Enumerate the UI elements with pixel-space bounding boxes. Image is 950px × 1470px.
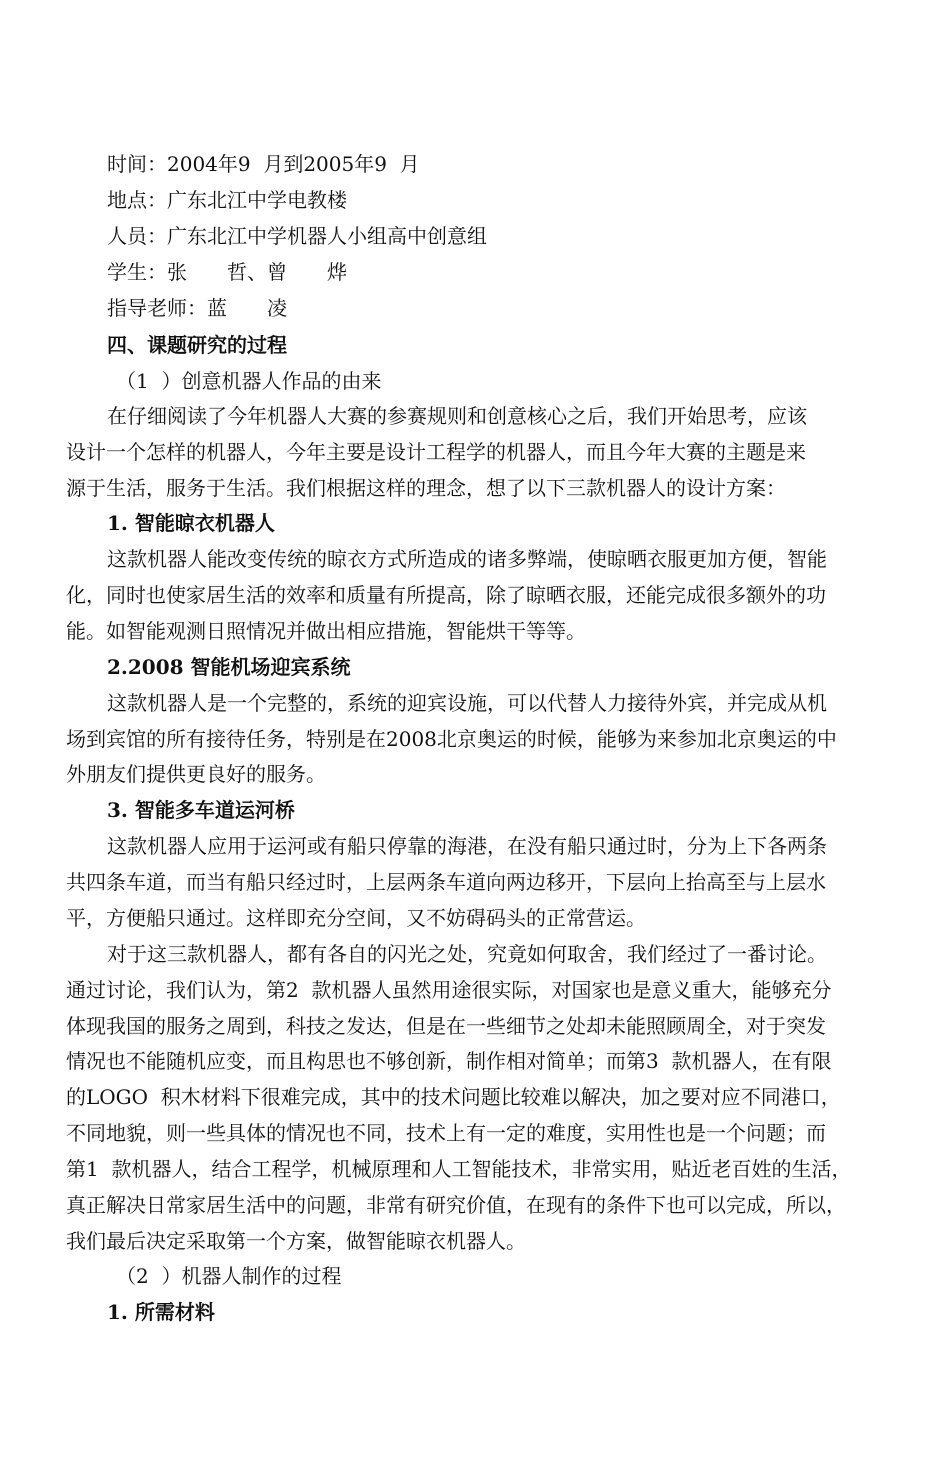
info-place: 地点：广东北江中学电教楼 — [107, 188, 347, 212]
item-2-title: 2.2008 智能机场迎宾系统 — [107, 655, 351, 679]
discussion-line: 不同地貌，则一些具体的情况也不同，技术上有一定的难度，实用性也是一个问题；而 — [66, 1121, 826, 1145]
item-1-line: 化，同时也使家居生活的效率和质量有所提高，除了晾晒衣服，还能完成很多额外的功 — [66, 583, 826, 607]
discussion-line: 第1 款机器人，结合工程学，机械原理和人工智能技术，非常实用，贴近老百姓的生活， — [66, 1157, 852, 1181]
section-heading: 四、课题研究的过程 — [107, 333, 287, 357]
item-1-title: 1. 智能晾衣机器人 — [107, 511, 275, 535]
info-students: 学生：张 哲、曾 烨 — [107, 260, 347, 284]
discussion-line: 体现我国的服务之周到，科技之发达，但是在一些细节之处却未能照顾周全，对于突发 — [66, 1014, 826, 1038]
subsection-2-title: （2 ）机器人制作的过程 — [116, 1264, 342, 1288]
discussion-line: 真正解决日常家居生活中的问题，非常有研究价值，在现有的条件下也可以完成，所以， — [66, 1193, 846, 1217]
item-3-line: 这款机器人应用于运河或有船只停靠的海港，在没有船只通过时，分为上下各两条 — [107, 834, 827, 858]
intro-line: 在仔细阅读了今年机器人大赛的参赛规则和创意核心之后，我们开始思考，应该 — [107, 404, 807, 428]
info-teacher: 指导老师：蓝 凌 — [107, 296, 287, 320]
intro-line: 源于生活，服务于生活。我们根据这样的理念，想了以下三款机器人的设计方案： — [66, 476, 786, 500]
subsection-1-title: （1 ）创意机器人作品的由来 — [116, 369, 382, 393]
item-2-line: 外朋友们提供更良好的服务。 — [66, 762, 326, 786]
discussion-line: 情况也不能随机应变，而且构思也不够创新，制作相对简单；而第3 款机器人，在有限 — [66, 1049, 832, 1073]
info-people: 人员：广东北江中学机器人小组高中创意组 — [107, 224, 487, 248]
discussion-line: 通过讨论，我们认为，第2 款机器人虽然用途很实际，对国家也是意义重大，能够充分 — [66, 978, 832, 1002]
intro-line: 设计一个怎样的机器人，今年主要是设计工程学的机器人，而且今年大赛的主题是来 — [66, 440, 806, 464]
item-1-line: 这款机器人能改变传统的晾衣方式所造成的诸多弊端，使晾晒衣服更加方便，智能 — [107, 547, 827, 571]
item-1-line: 能。如智能观测日照情况并做出相应措施，智能烘干等等。 — [66, 619, 586, 643]
item-3-line: 平，方便船只通过。这样即充分空间，又不妨碍码头的正常营运。 — [66, 906, 646, 930]
item-3-line: 共四条车道，而当有船只经过时，上层两条车道向两边移开，下层向上抬高至与上层水 — [66, 870, 826, 894]
discussion-line: 对于这三款机器人，都有各自的闪光之处，究竟如何取舍，我们经过了一番讨论。 — [107, 942, 827, 966]
item-2-line: 这款机器人是一个完整的，系统的迎宾设施，可以代替人力接待外宾，并完成从机 — [107, 691, 827, 715]
discussion-line: 我们最后决定采取第一个方案，做智能晾衣机器人。 — [66, 1229, 526, 1253]
item-2-line: 场到宾馆的所有接待任务，特别是在2008北京奥运的时候，能够为来参加北京奥运的中 — [66, 727, 837, 751]
info-time: 时间：2004年9 月到2005年9 月 — [107, 152, 420, 176]
item-3-title: 3. 智能多车道运河桥 — [107, 798, 295, 822]
materials-title: 1. 所需材料 — [107, 1300, 215, 1324]
discussion-line: 的LOGO 积木材料下很难完成，其中的技术问题比较难以解决，加之要对应不同港口， — [66, 1085, 841, 1109]
